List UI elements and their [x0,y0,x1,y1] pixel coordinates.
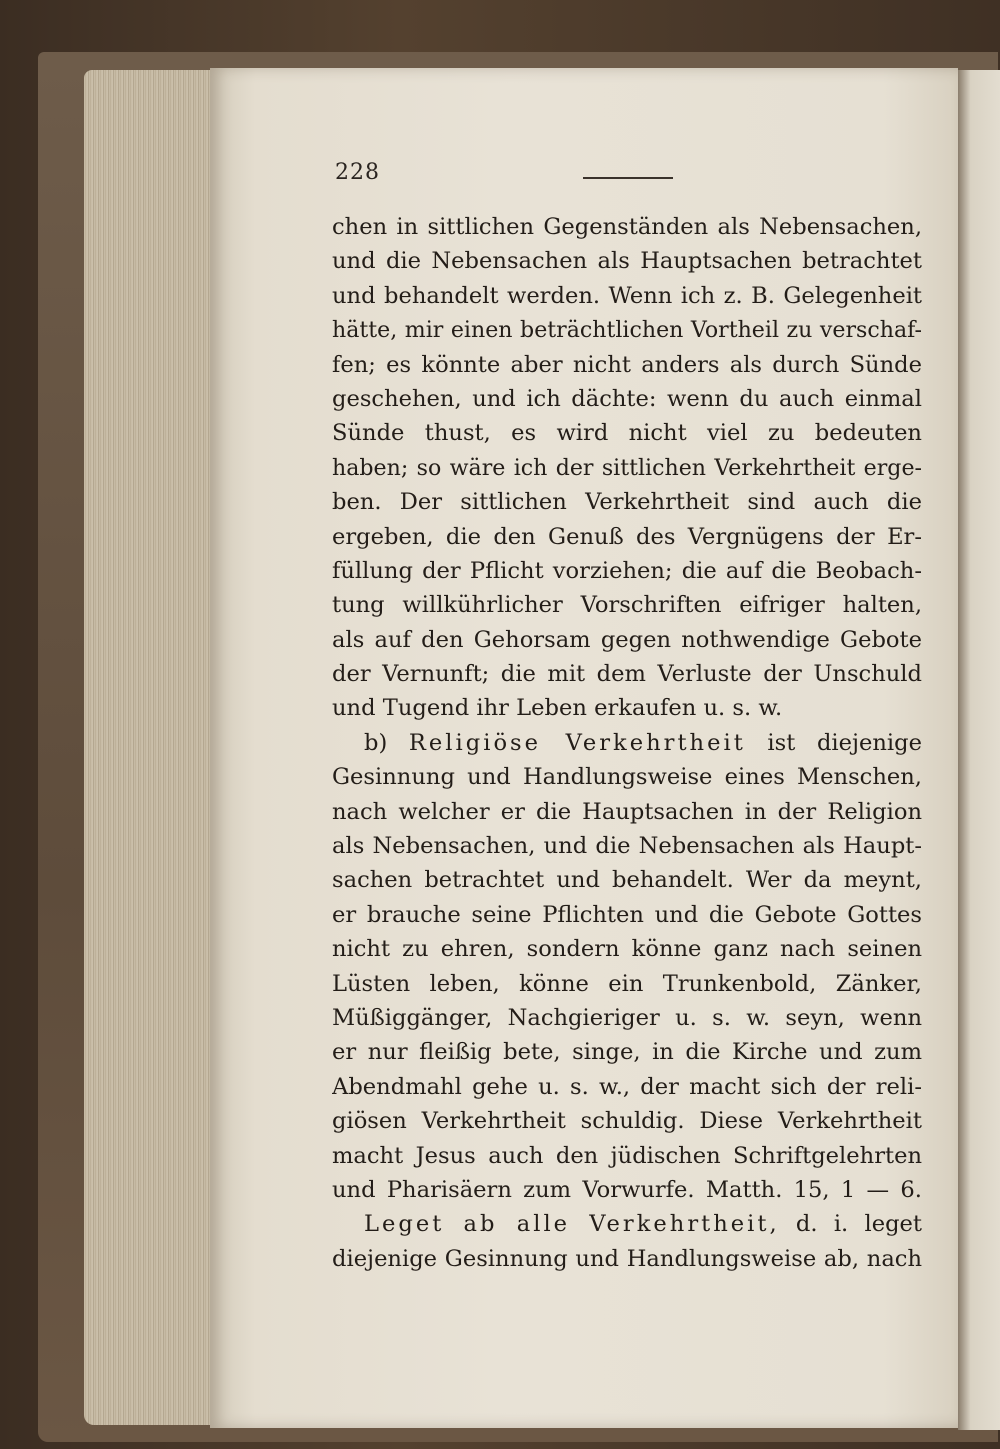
text-line: er nur fleißig bete, singe, in die Kirche und zum [332,1039,922,1066]
line-rest: ist diejenige [745,729,922,756]
text-line: ergeben, die den Genuß des Vergnügens der Er- [332,523,922,550]
text-line: als auf den Gehorsam gegen nothwendige Gebote [332,626,922,653]
text-line: sachen betrachtet und behandelt. Wer da meynt, [332,867,922,894]
facing-page-edge [958,70,1000,1430]
text-line: Sünde thust, es wird nicht viel zu bedeuten [332,420,922,447]
text-line [332,1207,922,1241]
text-line: er brauche seine Pflichten und die Gebote Gottes [332,901,922,928]
text-line: und Pharisäern zum Vorwurfe. Matth. 15, 1 — 6. [332,1176,922,1203]
spaced-term: Leget ab alle Verkehrtheit, [364,1211,780,1238]
line-rest: d. i. leget [779,1211,922,1238]
page-edges [84,70,224,1425]
text-line: nicht zu ehren, sondern könne ganz nach seinen [332,936,922,963]
text-line: und Tugend ihr Leben erkaufen u. s. w. [332,695,783,722]
page-header [335,160,935,194]
header-rule [583,177,673,179]
text-line: giösen Verkehrtheit schuldig. Diese Verkehrtheit [332,1108,922,1135]
page-number: 228 [335,160,380,185]
text-line: hätte, mir einen beträchtlichen Vortheil zu verschaf- [332,317,922,344]
text-line: und behandelt werden. Wenn ich z. B. Gelegenheit [332,282,922,309]
text-line: chen in sittlichen Gegenständen als Nebensachen, [332,214,922,240]
text-line: ben. Der sittlichen Verkehrtheit sind auch die [332,489,922,516]
body-text [332,210,922,1276]
spaced-term: Religiöse Verkehrtheit [408,729,746,756]
text-line: und die Nebensachen als Hauptsachen betrachtet [332,248,922,275]
text-line: haben; so wäre ich der sittlichen Verkehrtheit erge- [332,454,922,481]
text-line: macht Jesus auch den jüdischen Schriftgelehrten [332,1142,922,1169]
text-line: Abendmahl gehe u. s. w., der macht sich der reli- [332,1073,922,1100]
text-line: als Nebensachen, und die Nebensachen als Haupt- [332,833,922,860]
text-line: nach welcher er die Hauptsachen in der Religion [332,798,922,825]
text-line: Müßiggänger, Nachgieriger u. s. w. seyn, wenn [332,1004,922,1031]
text-line: fen; es könnte aber nicht anders als durch Sünde [332,351,922,378]
text-line: tung willkührlicher Vorschriften eifriger halten, [332,592,922,619]
text-line: der Vernunft; die mit dem Verluste der Unschuld [332,661,922,688]
text-line: füllung der Pflicht vorziehen; die auf die Beobach- [332,557,922,584]
text-line: geschehen, und ich dächte: wenn du auch einmal [332,385,922,412]
text-line: Gesinnung und Handlungsweise eines Menschen, [332,764,922,791]
text-line: Lüsten leben, könne ein Trunkenbold, Zänker, [332,970,922,997]
text-line: diejenige Gesinnung und Handlungsweise ab, nach [332,1245,922,1272]
item-marker: b) [364,729,409,756]
text-line [332,726,922,760]
